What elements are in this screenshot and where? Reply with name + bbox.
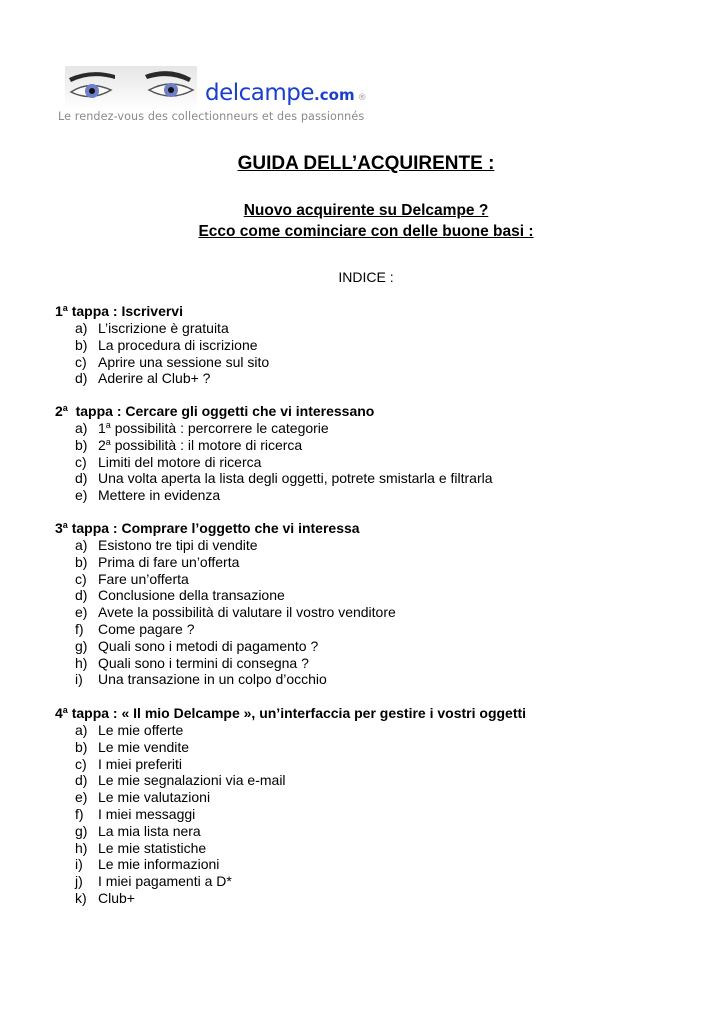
list-item: f) Come pagare ?: [75, 620, 195, 637]
section-2: [55, 403, 695, 504]
subtitle-line-2: Ecco come cominciare con delle buone basi :: [198, 223, 534, 240]
list-item: c) Limiti del motore di ricerca: [75, 453, 262, 470]
list-item: f) I miei messaggi: [75, 805, 196, 822]
registered-mark: ®: [357, 93, 367, 103]
list-item: e) Mettere in evidenza: [75, 487, 221, 504]
list-item: i) Una transazione in un colpo d’occhio: [75, 671, 327, 688]
subtitle-line-1: Nuovo acquirente su Delcampe ?: [243, 202, 489, 219]
list-item: g) Quali sono i metodi di pagamento ?: [75, 637, 319, 654]
section-4-heading: 4$^a$ tappa : « Il mio Delcampe », un’interfaccia per gestire i vostri oggetti: [55, 705, 527, 721]
document-title: GUIDA DELL’ACQUIRENTE :: [237, 153, 495, 174]
list-item: c) Fare un’offerta: [75, 570, 189, 587]
list-item: i) Le mie informazioni: [75, 856, 220, 873]
document-subtitle: [0, 200, 724, 242]
section-3-heading: 3$^a$ tappa : Comprare l’oggetto che vi interessa: [55, 520, 360, 536]
list-item: k) Club+: [75, 889, 135, 906]
section-1: [55, 303, 695, 387]
list-item: c) I miei preferiti: [75, 755, 183, 772]
list-item: g) La mia lista nera: [75, 822, 201, 839]
delcampe-logo: [55, 66, 375, 130]
list-item: d) Una volta aperta la lista degli oggetti, potrete smistarla e filtrarla: [75, 470, 493, 487]
list-item: d) Aderire al Club+ ?: [75, 370, 211, 387]
section-1-heading: 1$^a$ tappa : Iscrivervi: [55, 303, 183, 319]
brand-name: delcampe: [205, 80, 315, 106]
brand-wordmark: [205, 80, 367, 106]
list-item: h) Quali sono i termini di consegna ?: [75, 654, 309, 671]
list-item: a) L’iscrizione è gratuita: [75, 320, 229, 336]
brand-tld: .com: [314, 86, 355, 104]
list-item: b) 2$^a$ possibilità : il motore di ricerca: [75, 436, 303, 453]
list-item: e) Avete la possibilità di valutare il vostro venditore: [75, 604, 396, 621]
eyes-logo-image: [65, 66, 197, 110]
list-item: e) Le mie valutazioni: [75, 789, 211, 806]
tagline: Le rendez-vous des collectionneurs et des passionnés: [58, 110, 365, 123]
list-item: c) Aprire una sessione sul sito: [75, 353, 270, 370]
list-item: b) Le mie vendite: [75, 738, 190, 755]
list-item: j) I miei pagamenti a D*: [75, 873, 232, 890]
list-item: a) 1$^a$ possibilità : percorrere le categorie: [75, 420, 329, 436]
list-item: d) Conclusione della transazione: [75, 587, 285, 604]
list-item: b) Prima di fare un’offerta: [75, 553, 240, 570]
section-4: [55, 705, 695, 907]
list-item: h) Le mie statistiche: [75, 839, 207, 856]
list-item: b) La procedura di iscrizione: [75, 336, 258, 353]
index-heading: INDICE :: [338, 269, 394, 285]
list-item: a) Esistono tre tipi di vendite: [75, 537, 258, 553]
section-3: [55, 520, 695, 688]
list-item: d) Le mie segnalazioni via e-mail: [75, 772, 286, 789]
section-2-heading: 2$^a$ tappa : Cercare gli oggetti che vi interessano: [55, 403, 375, 419]
list-item: a) Le mie offerte: [75, 722, 184, 738]
